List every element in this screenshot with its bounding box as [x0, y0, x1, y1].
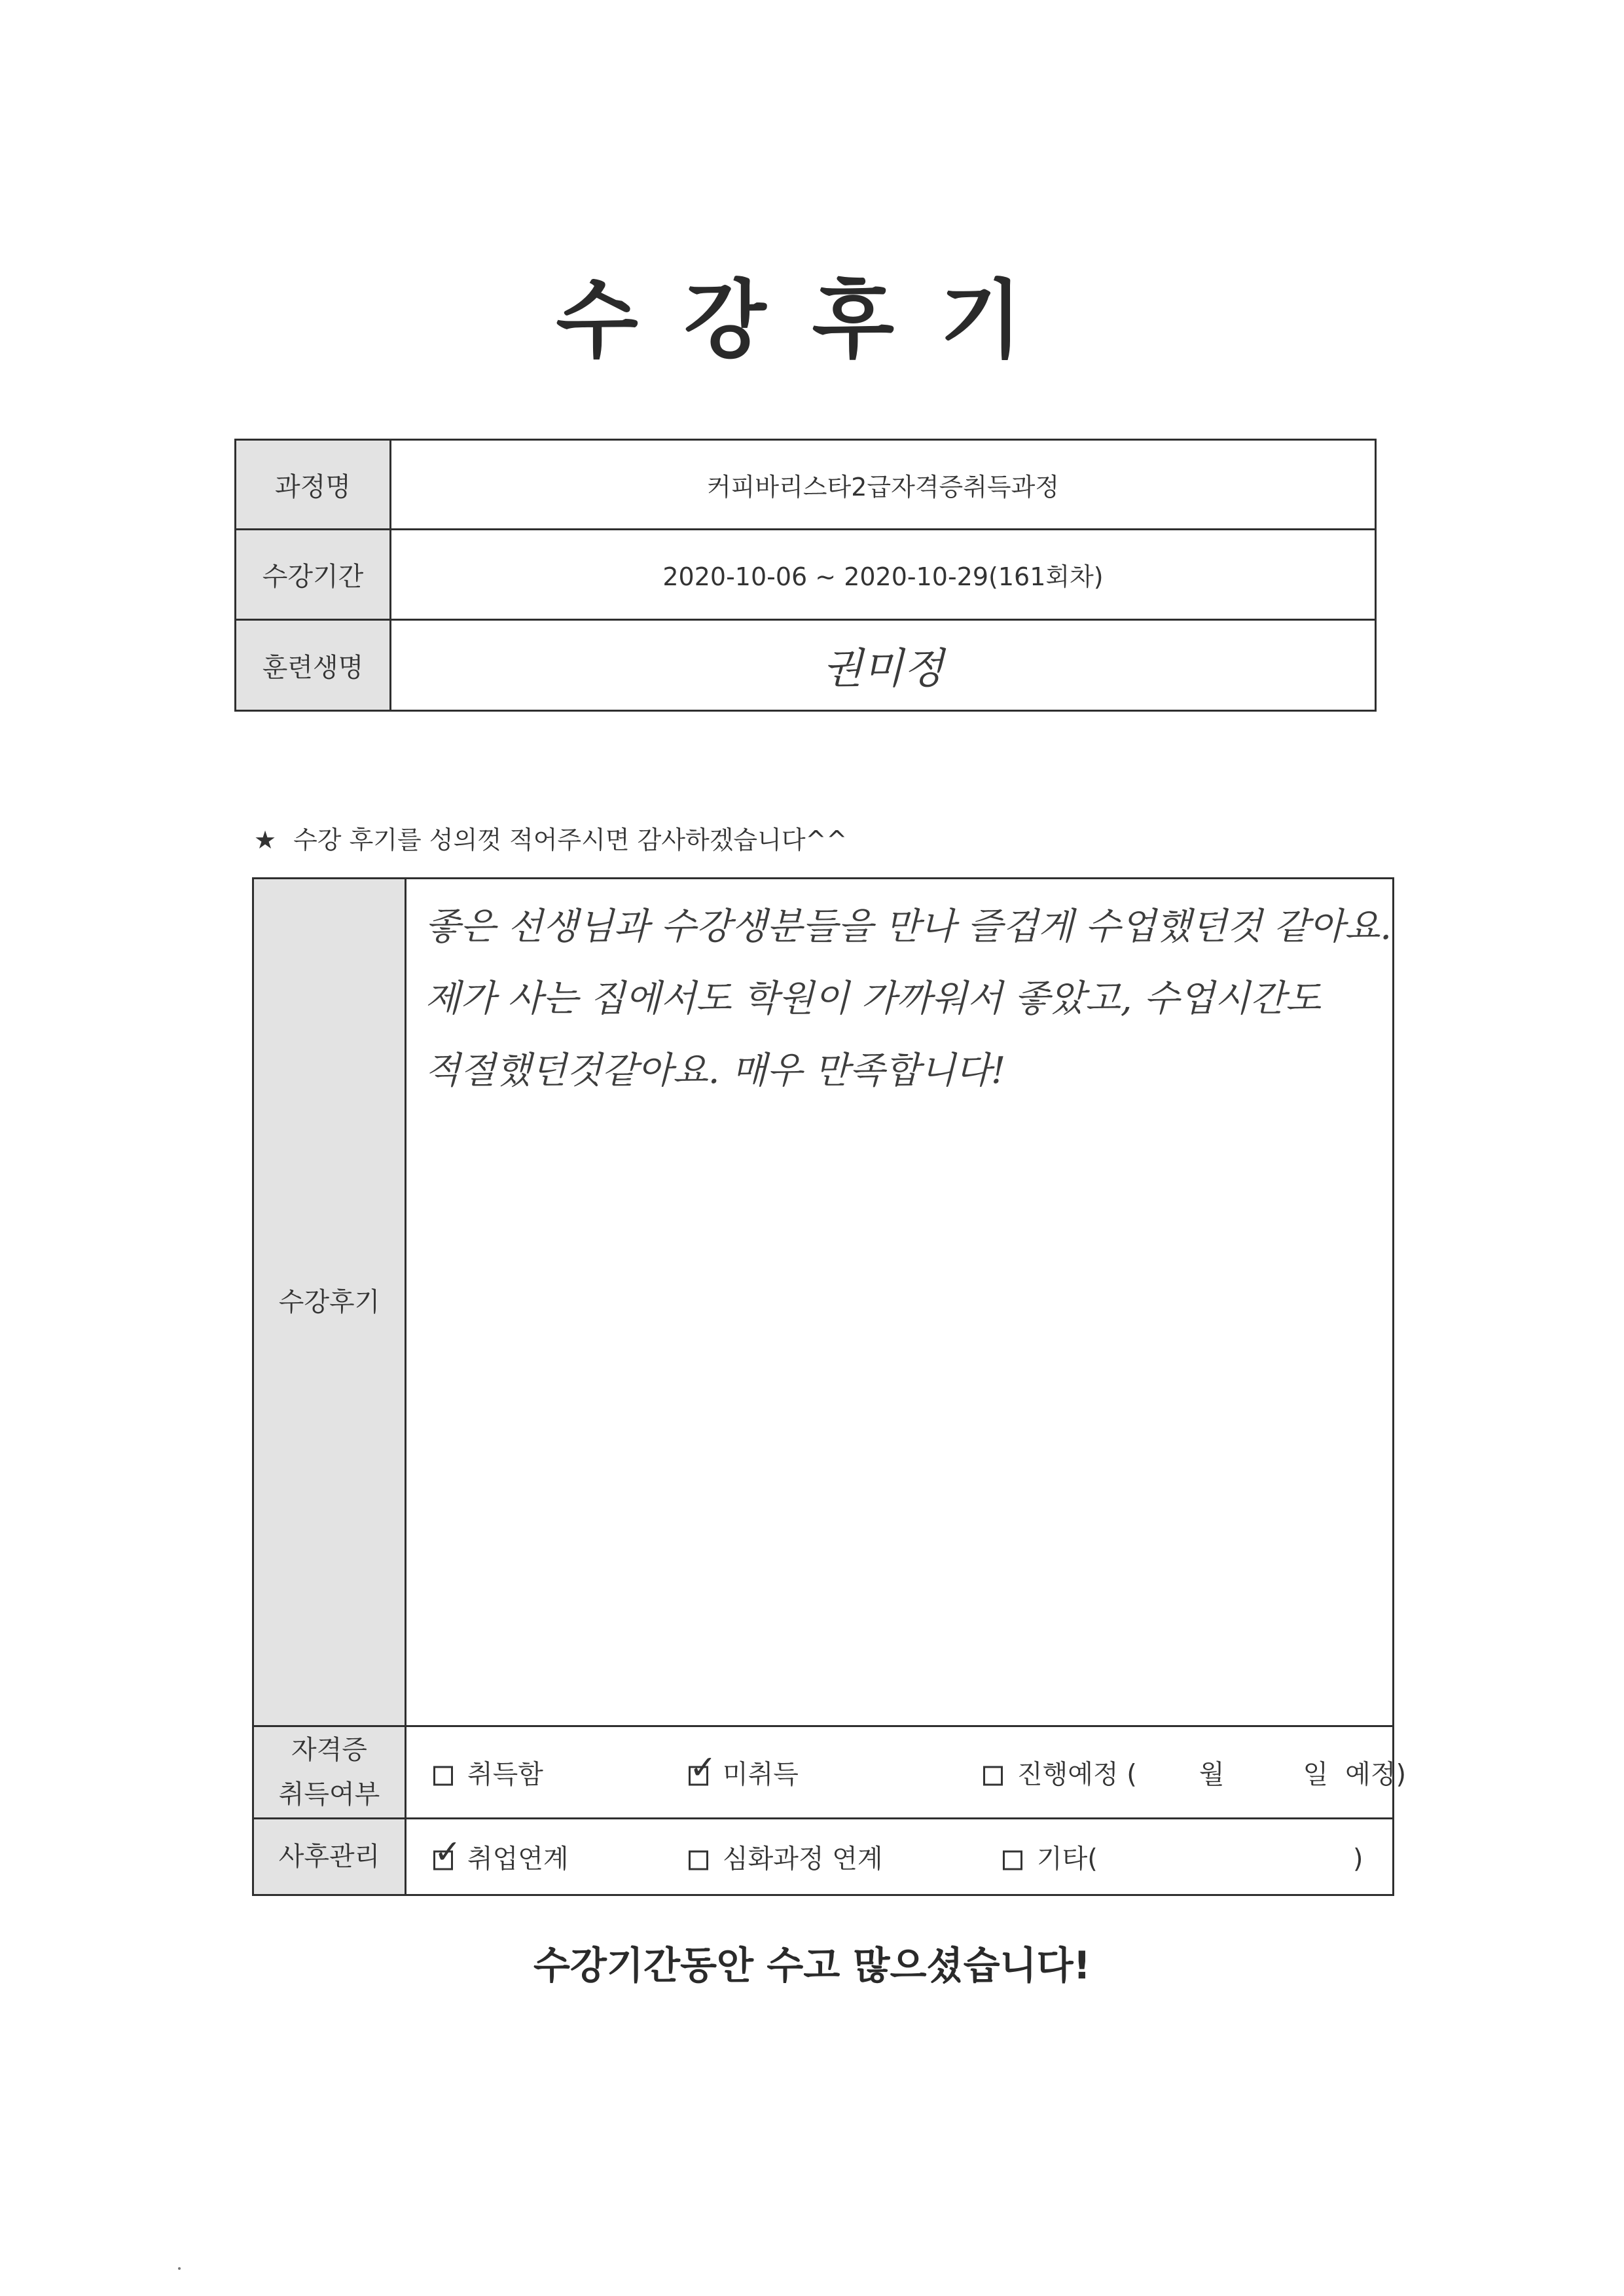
day-word: 일: [1303, 1759, 1329, 1790]
trainee-row: [236, 620, 1376, 711]
instruction-message: 수강 후기를 성의껏 적어주시면 감사하겠습니다^^: [293, 826, 848, 854]
checkbox-acquired[interactable]: [433, 1766, 453, 1786]
option-other[interactable]: [1003, 1838, 1363, 1876]
certificate-label: [253, 1726, 406, 1819]
star-icon: ★: [254, 826, 277, 854]
course-info-table: [234, 439, 1377, 712]
review-line: 적절했던것같아요. 매우 만족합니다!: [425, 1049, 1006, 1092]
option-job-link[interactable]: [433, 1838, 569, 1876]
option-job-link-label: 취업연계: [467, 1844, 569, 1874]
trainee-name-handwritten: 권미정: [391, 620, 1376, 711]
option-advanced-course[interactable]: [689, 1838, 883, 1876]
review-row: [253, 879, 1394, 1726]
management-row: [253, 1819, 1394, 1895]
management-options: [406, 1819, 1394, 1895]
planned-word: 예정): [1345, 1759, 1407, 1790]
option-acquired[interactable]: [433, 1754, 543, 1791]
course-value: 커피바리스타2급자격증취득과정: [391, 440, 1376, 530]
trainee-label: 훈련생명: [236, 620, 391, 711]
checkbox-advanced-course[interactable]: [689, 1851, 708, 1870]
review-handwriting: [406, 879, 1392, 1107]
checkbox-job-link-checked[interactable]: [433, 1851, 453, 1870]
checkbox-not-acquired-checked[interactable]: [689, 1766, 708, 1786]
review-line: 좋은 선생님과 수강생분들을 만나 즐겁게 수업했던것 같아요.: [425, 905, 1392, 948]
review-line: 제가 사는 집에서도 학원이 가까워서 좋았고, 수업시간도: [425, 977, 1321, 1020]
option-planned-label: 진행예정 (: [1017, 1759, 1137, 1790]
review-label: 수강후기: [253, 879, 406, 1726]
page-title: 수강후기: [556, 270, 1068, 370]
certificate-row: [253, 1726, 1394, 1819]
certificate-label-line1: 자격증: [291, 1735, 367, 1765]
option-acquired-label: 취득함: [467, 1759, 543, 1790]
management-label: 사후관리: [253, 1819, 406, 1895]
course-row: [236, 440, 1376, 530]
option-other-close: ): [1352, 1844, 1363, 1874]
review-content: [406, 879, 1394, 1726]
option-planned[interactable]: [983, 1754, 1406, 1791]
option-not-acquired[interactable]: [689, 1754, 799, 1791]
checkbox-planned[interactable]: [983, 1766, 1003, 1786]
certificate-label-line2: 취득여부: [278, 1779, 380, 1810]
option-not-acquired-label: 미취득: [723, 1759, 799, 1790]
review-table: [252, 877, 1407, 1896]
option-advanced-course-label: 심화과정 연계: [723, 1844, 883, 1874]
month-word: 월: [1199, 1759, 1225, 1790]
scan-speck: [178, 2267, 181, 2270]
period-row: [236, 530, 1376, 620]
instruction-text: [254, 820, 847, 856]
checkbox-other[interactable]: [1003, 1851, 1022, 1870]
period-label: 수강기간: [236, 530, 391, 620]
certificate-options: [406, 1726, 1407, 1819]
closing-message: 수강기간동안 수고 많으셨습니다!: [533, 1943, 1091, 1988]
course-label: 과정명: [236, 440, 391, 530]
option-other-label: 기타(: [1037, 1844, 1098, 1874]
period-value: 2020-10-06 ~ 2020-10-29(161회차): [391, 530, 1376, 620]
